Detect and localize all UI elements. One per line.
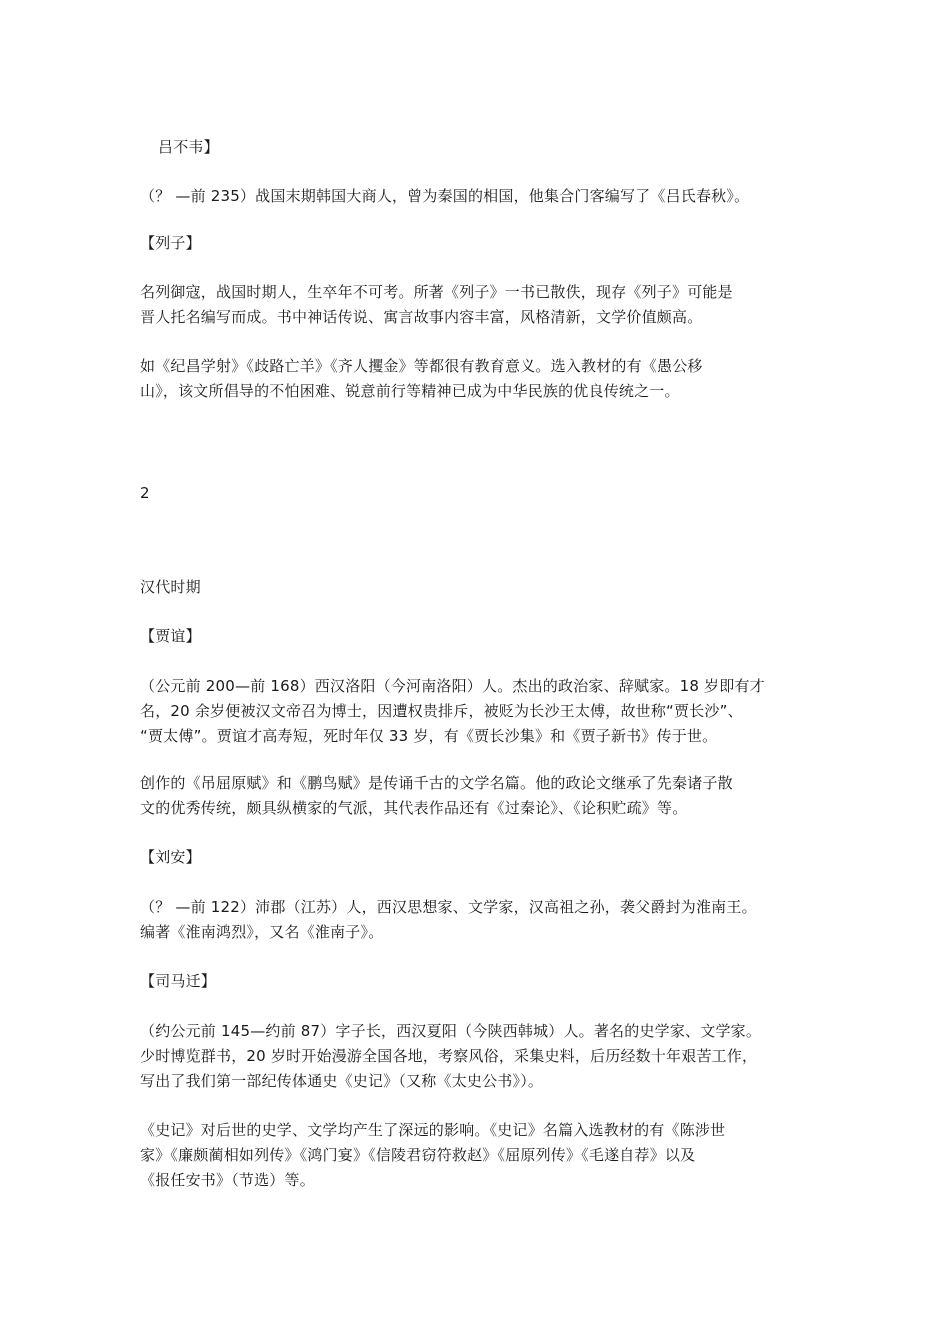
section-heading-liezi: 【列子】 [140, 234, 201, 252]
paragraph-line: 少时博览群书，20 岁时开始漫游全国各地，考察风俗，采集史料，后历经数十年艰苦工作， [140, 1047, 758, 1065]
paragraph-line: 文的优秀传统，颇具纵横家的气派，其代表作品还有《过秦论》、《论积贮疏》等。 [140, 799, 688, 817]
paragraph-line: 晋人托名编写而成。书中神话传说、寓言故事内容丰富，风格清新，文学价值颇高。 [140, 308, 703, 326]
section-heading-liu-an: 【刘安】 [140, 848, 201, 866]
section-heading-jia-yi: 【贾谊】 [140, 627, 201, 645]
paragraph-line: （？ —前 235）战国末期韩国大商人，曾为秦国的相国，他集合门客编写了《吕氏春秋》。 [140, 187, 750, 205]
paragraph-line: （？ —前 122）沛郡（江苏）人，西汉思想家、文学家，汉高祖之孙，袭父爵封为淮南王。 [140, 898, 757, 916]
paragraph-line: （公元前 200—前 168）西汉洛阳（今河南洛阳）人。杰出的政治家、辞赋家。18 岁即有才 [140, 677, 765, 695]
paragraph-line: 家》《廉颇蔺相如列传》《鸿门宴》《信陵君窃符救赵》《屈原列传》《毛遂自荐》以及 [140, 1146, 696, 1164]
page-number: 2 [140, 484, 150, 502]
paragraph-line: 名，20 余岁便被汉文帝召为博士，因遭权贵排斥，被贬为长沙王太傅，故世称“贾长沙”、 [140, 702, 743, 720]
paragraph-line: “贾太傅”。贾谊才高寿短，死时年仅 33 岁，有《贾长沙集》和《贾子新书》传于世。 [140, 727, 718, 745]
paragraph-line: 编著《淮南鸿烈》，又名《淮南子》。 [140, 923, 384, 941]
paragraph-line: 山》，该文所倡导的不怕困难、锐意前行等精神已成为中华民族的优良传统之一。 [140, 382, 680, 400]
paragraph-line: 《史记》对后世的史学、文学均产生了深远的影响。《史记》名篇入选教材的有《陈涉世 [140, 1121, 726, 1139]
section-heading-sima-qian: 【司马迁】 [140, 972, 217, 990]
era-title: 汉代时期 [140, 578, 201, 596]
paragraph-line: 创作的《吊屈原赋》和《鹏鸟赋》是传诵千古的文学名篇。他的政论文继承了先秦诸子散 [140, 774, 733, 792]
paragraph-line: （约公元前 145—约前 87）字子长，西汉夏阳（今陕西韩城）人。著名的史学家、文学家。 [140, 1022, 762, 1040]
section-heading-lv-buwei: 吕不韦】 [158, 138, 219, 156]
paragraph-line: 名列御寇，战国时期人，生卒年不可考。所著《列子》一书已散佚，现存《列子》可能是 [140, 283, 733, 301]
paragraph-line: 《报任安书》（节选）等。 [140, 1171, 315, 1189]
paragraph-line: 写出了我们第一部纪传体通史《史记》（又称《太史公书》）。 [140, 1072, 544, 1090]
paragraph-line: 如《纪昌学射》《歧路亡羊》《齐人攫金》等都很有教育意义。选入教材的有《愚公移 [140, 357, 703, 375]
